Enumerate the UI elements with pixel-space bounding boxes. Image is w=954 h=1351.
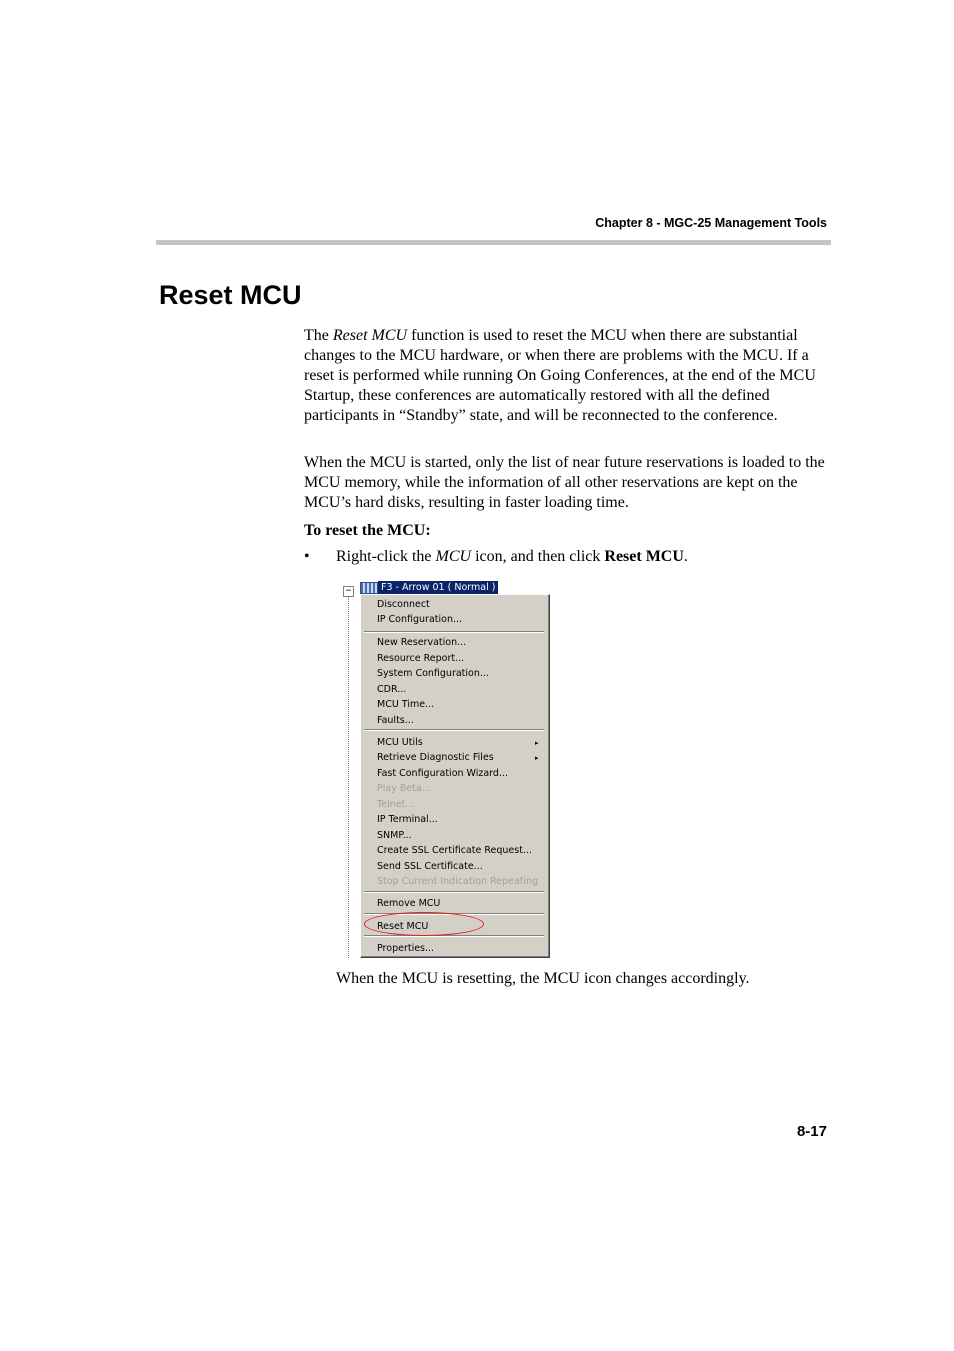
menu-item-stop-current-indication-repeating: Stop Current Indication Repeating [377, 876, 539, 887]
menu-item-create-ssl-certificate-request[interactable]: Create SSL Certificate Request... [377, 845, 532, 856]
menu-item-faults[interactable]: Faults... [377, 715, 414, 726]
menu-item-system-configuration[interactable]: System Configuration... [377, 668, 489, 679]
menu-separator [364, 891, 544, 893]
menu-item-properties[interactable]: Properties... [377, 943, 435, 954]
menu-item-ip-terminal[interactable]: IP Terminal... [377, 814, 438, 825]
menu-item-fast-configuration-wizard[interactable]: Fast Configuration Wizard... [377, 768, 509, 779]
reset-mcu-emphasis: Reset MCU [332, 327, 408, 344]
submenu-arrow-icon: ▸ [535, 739, 539, 747]
reset-mcu-highlight-ellipse [364, 912, 484, 936]
page-number: 8-17 [796, 1123, 827, 1140]
menu-item-retrieve-diagnostic-files[interactable]: Retrieve Diagnostic Files [377, 752, 494, 763]
menu-item-snmp[interactable]: SNMP... [377, 830, 412, 841]
menu-item-send-ssl-certificate[interactable]: Send SSL Certificate... [377, 861, 483, 872]
menu-separator [364, 935, 544, 937]
figure-caption: When the MCU is resetting, the MCU icon changes accordingly. [336, 970, 750, 987]
tree-expander-icon[interactable]: − [343, 586, 354, 597]
step-text: Right-click the MCU icon, and then click Reset MCU. [336, 548, 688, 565]
menu-item-telnet: Telnet... [377, 799, 415, 810]
menu-item-play-beta: Play Beta... [377, 783, 431, 794]
menu-separator [364, 631, 544, 633]
startup-paragraph: When the MCU is started, only the list of near future reservations is loaded to the MCU memory, while the information of all other reservations are kept on the MCU’s hard disks, resulting in faster loading time. [304, 454, 825, 511]
menu-item-new-reservation[interactable]: New Reservation... [377, 637, 467, 648]
header-rule [156, 240, 831, 245]
intro-paragraph: The Reset MCU function is used to reset the MCU when there are substantial changes to the MCU hardware, or when there are problems with the MCU. If a reset is performed while running On Going Conferences, at the end of the MCU Startup, these conferences are automatically restored with all the defined participants in “Standby” state, and will be reconnected to the conference. [304, 327, 816, 424]
menu-item-resource-report[interactable]: Resource Report... [377, 653, 465, 664]
section-title: Reset MCU [159, 280, 302, 310]
context-menu-screenshot [340, 578, 552, 958]
chapter-header: Chapter 8 - MGC-25 Management Tools [595, 216, 827, 230]
menu-item-ip-configuration[interactable]: IP Configuration... [377, 614, 463, 625]
menu-item-mcu-time[interactable]: MCU Time... [377, 699, 435, 710]
menu-item-remove-mcu[interactable]: Remove MCU [377, 898, 441, 909]
submenu-arrow-icon: ▸ [535, 754, 539, 762]
tree-line [348, 592, 349, 958]
context-menu [360, 594, 550, 958]
menu-item-reset-mcu[interactable]: Reset MCU [377, 921, 429, 932]
mcu-icon[interactable] [360, 582, 378, 594]
procedure-heading: To reset the MCU: [304, 522, 431, 539]
menu-item-mcu-utils[interactable]: MCU Utils [377, 737, 423, 748]
bullet-marker: • [304, 548, 310, 565]
menu-item-disconnect[interactable]: Disconnect [377, 599, 430, 610]
menu-item-cdr[interactable]: CDR... [377, 684, 407, 695]
menu-separator [364, 729, 544, 731]
mcu-node-label[interactable]: F3 - Arrow 01 ( Normal ) [378, 581, 498, 595]
